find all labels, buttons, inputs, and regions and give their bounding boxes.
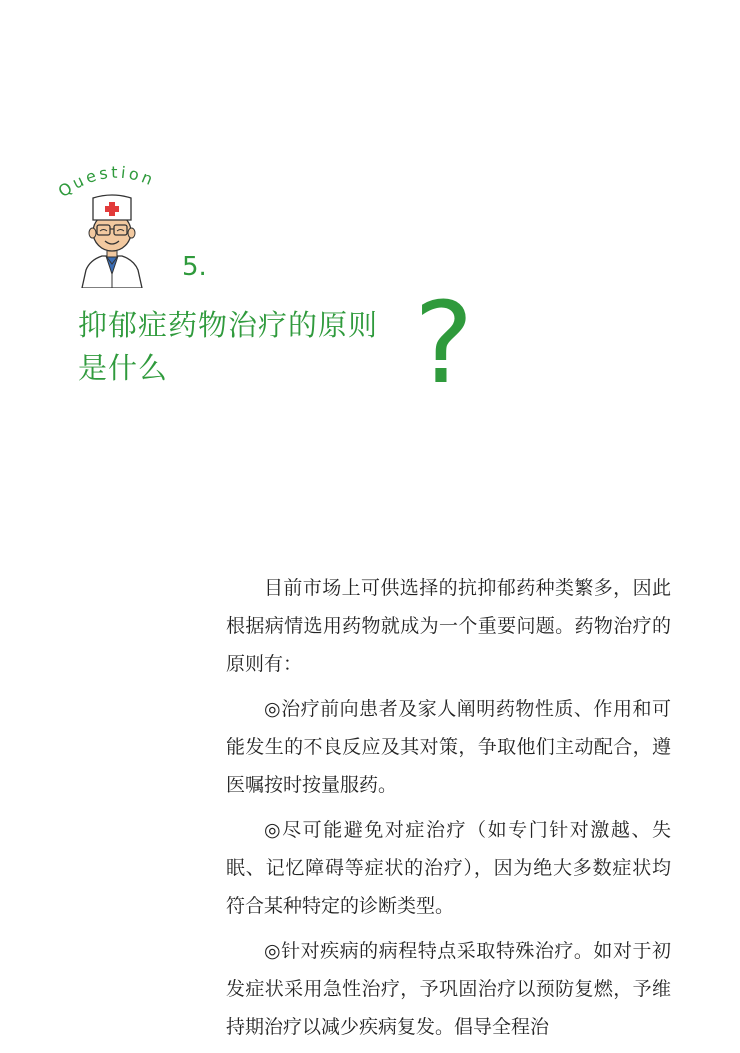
body-text bbox=[226, 569, 671, 1053]
paragraph-principle-1: ◎治疗前向患者及家人阐明药物性质、作用和可能发生的不良反应及其对策，争取他们主动配合，遵医嘱按时按量服药。 bbox=[226, 698, 671, 796]
paragraph-intro: 目前市场上可供选择的抗抑郁药种类繁多，因此根据病情选用药物就成为一个重要问题。药物治疗的原则有： bbox=[226, 577, 671, 675]
question-mark-graphic: ? bbox=[414, 279, 474, 409]
question-tag: Question bbox=[55, 162, 159, 202]
title-line-1: 抑郁症药物治疗的原则 bbox=[78, 308, 379, 342]
doctor-avatar-icon bbox=[76, 190, 148, 288]
paragraph-principle-2: ◎尽可能避免对症治疗（如专门针对激越、失眠、记忆障碍等症状的治疗），因为绝大多数症状均符合某种特定的诊断类型。 bbox=[226, 819, 671, 917]
paragraph-principle-3: ◎针对疾病的病程特点采取特殊治疗。如对于初发症状采用急性治疗，予巩固治疗以预防复燃，予维持期治疗以减少疾病复发。倡导全程治 bbox=[226, 940, 671, 1038]
page-title bbox=[78, 304, 418, 390]
question-number: 5. bbox=[182, 252, 207, 282]
title-line-2: 是什么 bbox=[78, 351, 169, 385]
